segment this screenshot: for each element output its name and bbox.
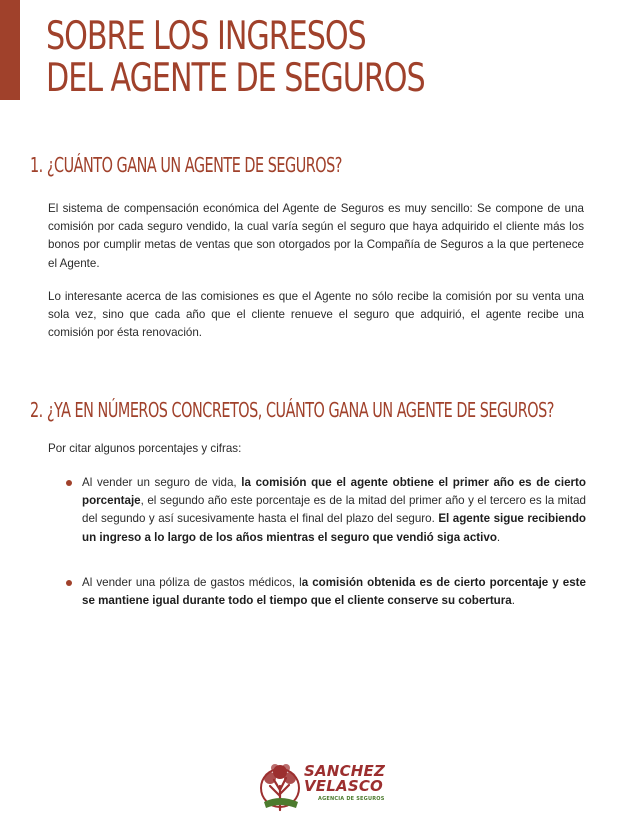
bullet-1-bold-1: la comisión que el agente obtiene el primer año es de cierto porcentaje xyxy=(82,476,586,508)
page-title-line-2: DEL AGENTE DE SEGUROS xyxy=(46,56,425,101)
bullet-2-end: . xyxy=(511,594,515,608)
bullet-1-end: . xyxy=(496,530,501,544)
bullet-1-text-2: , el segundo año este porcentaje es de la mitad del primer año y el tercero es la mitad del segundo y así sucesivamente hasta el final del plazo del seguro. xyxy=(82,494,586,526)
page-title-line-1: SOBRE LOS INGRESOS xyxy=(46,14,366,59)
tree-logo-icon xyxy=(256,756,306,814)
figures-list-2 xyxy=(66,574,586,610)
agency-logo xyxy=(256,756,396,816)
section-1-heading: 1. ¿CUÁNTO GANA UN AGENTE DE SEGUROS? xyxy=(30,153,342,177)
section-1-paragraph-2: Lo interesante acerca de las comisiones es que el Agente no sólo recibe la comisión por su venta una sola vez, sino que cada año que el cliente renueve el seguro que adquirió, el agente recibe una comisión por ésta renovación. xyxy=(48,290,584,340)
bullet-2-bold-1: a comisión obtenida es de cierto porcentaje y este se mantiene igual durante todo el tiempo que el cliente conserve su cobertura xyxy=(82,576,586,608)
list-item-medical-expenses xyxy=(66,574,586,610)
bullet-dot-icon xyxy=(66,580,72,586)
logo-tagline: AGENCIA DE SEGUROS xyxy=(318,796,385,802)
section-1-paragraph-1: El sistema de compensación económica del Agente de Seguros es muy sencillo: Se compone de una comisión por cada seguro vendido, la cual varía según el seguro que haya adquirido el cliente más los bonos por cumplir metas de ventas que son otorgados por la Compañía de Seguros a la que pertenece el Agente. xyxy=(48,202,584,270)
logo-line-1: SANCHEZ xyxy=(304,762,386,780)
bullet-2-text: Al vender una póliza de gastos médicos, l xyxy=(82,576,302,589)
title-accent-bar xyxy=(0,0,20,100)
page-title xyxy=(46,16,425,100)
bullet-1-text: Al vender un seguro de vida, xyxy=(82,476,242,489)
figures-list xyxy=(66,474,586,547)
bullet-dot-icon xyxy=(66,480,72,486)
logo-line-2: VELASCO xyxy=(304,777,383,795)
list-item-life-insurance xyxy=(66,474,586,547)
logo-wordmark xyxy=(304,764,385,794)
bullet-1-bold-2: El agente sigue recibiendo un ingreso a lo largo de los años mientras el seguro que vendió siga activo xyxy=(82,512,586,544)
section-2-intro: Por citar algunos porcentajes y cifras: xyxy=(48,442,242,455)
section-2-heading: 2. ¿YA EN NÚMEROS CONCRETOS, CUÁNTO GANA UN AGENTE DE SEGUROS? xyxy=(30,398,554,422)
